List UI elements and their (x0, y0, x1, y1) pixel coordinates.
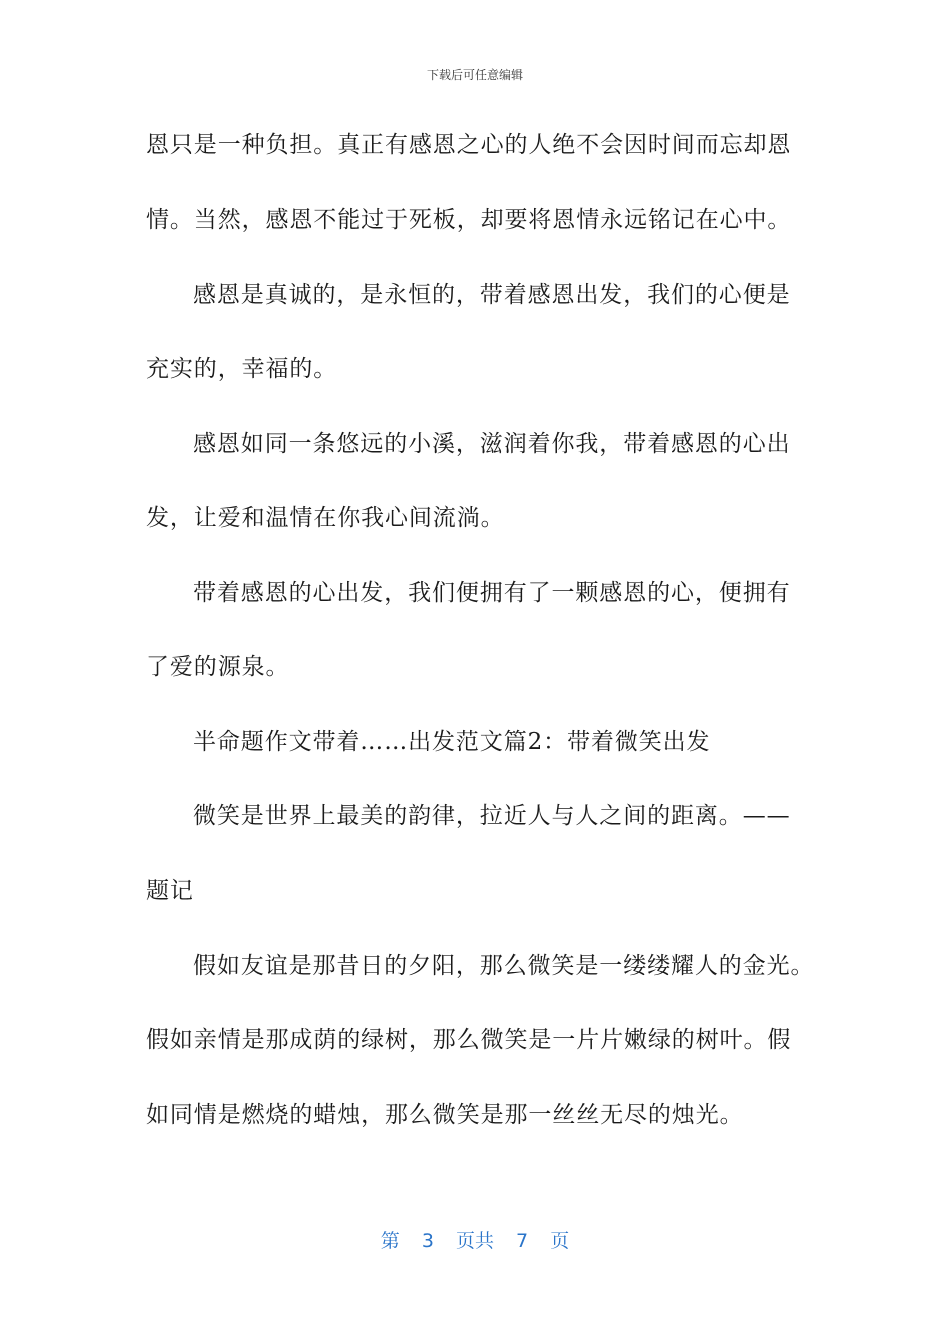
text-line: 充实的，幸福的。 (146, 356, 338, 382)
text-line: 情。当然，感恩不能过于死板，却要将恩情永远铭记在心中。 (146, 207, 792, 233)
text-line: 感恩如同一条悠远的小溪，滋润着你我，带着感恩的心出 (193, 431, 791, 457)
section-heading: 半命题作文带着……出发范文篇2：带着微笑出发 (193, 729, 711, 755)
footer-total-pages: 7 (516, 1230, 529, 1252)
footer-prefix: 第 (380, 1230, 400, 1252)
text-line: 发，让爱和温情在你我心间流淌。 (146, 505, 505, 531)
page-header-note: 下载后可任意编辑 (426, 68, 523, 82)
text-line: 如同情是燃烧的蜡烛，那么微笑是那一丝丝无尽的烛光。 (146, 1102, 744, 1128)
text-line: 假如友谊是那昔日的夕阳，那么微笑是一缕缕耀人的金光。 (193, 953, 815, 979)
text-line: 假如亲情是那成荫的绿树，那么微笑是一片片嫩绿的树叶。假 (146, 1027, 792, 1053)
text-line: 恩只是一种负担。真正有感恩之心的人绝不会因时间而忘却恩 (146, 132, 792, 158)
text-line: 微笑是世界上最美的韵律，拉近人与人之间的距离。—— (193, 803, 791, 829)
footer-suffix: 页 (550, 1230, 570, 1252)
page-number-footer (0, 1226, 950, 1253)
text-line: 题记 (146, 878, 194, 904)
footer-middle: 页共 (455, 1230, 494, 1252)
text-line: 了爱的源泉。 (146, 654, 290, 680)
text-line: 感恩是真诚的，是永恒的，带着感恩出发，我们的心便是 (193, 282, 791, 308)
footer-current-page: 3 (421, 1230, 434, 1252)
text-line: 带着感恩的心出发，我们便拥有了一颗感恩的心，便拥有 (193, 580, 791, 606)
